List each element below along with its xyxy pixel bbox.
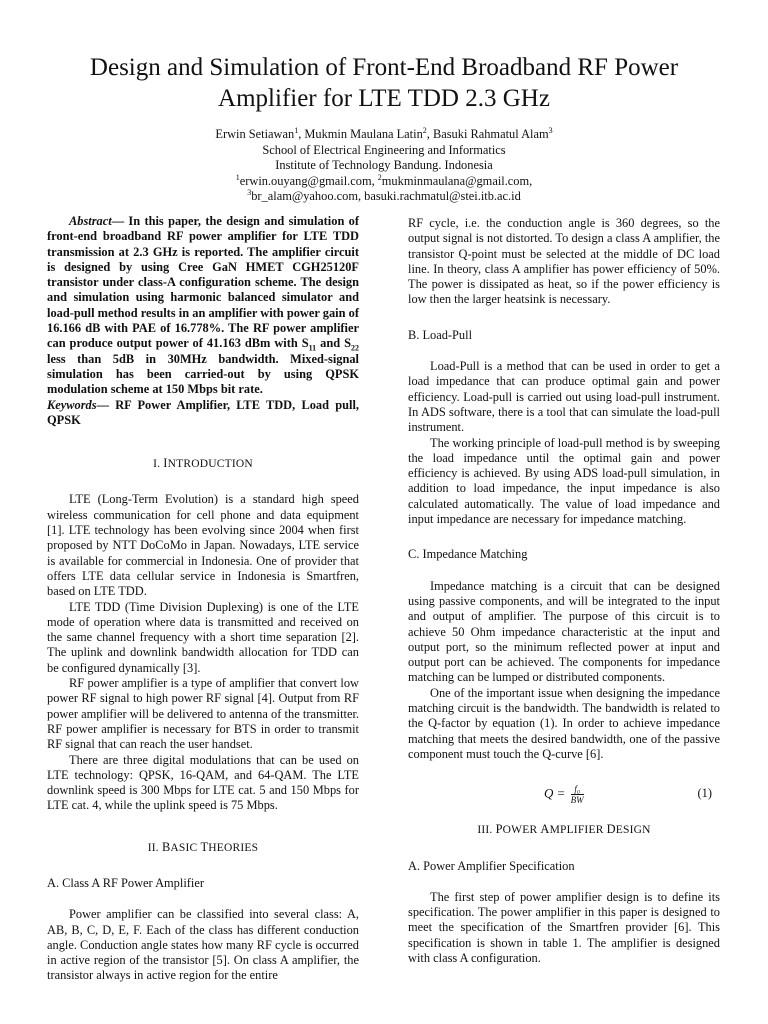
keywords: Keywords— RF Power Amplifier, LTE TDD, Load pull, QPSK (47, 397, 359, 427)
paragraph: LTE TDD (Time Division Duplexing) is one of the LTE mode of operation where data is transmitted and received on the same channel frequency with a short time separation [2]. The uplink and downlink bandwidth allocation for TDD can be configured dynamically [3]. (47, 599, 359, 675)
equation-fraction: $\frac{\text{f₀}}{BW}$ (570, 784, 584, 806)
affiliation-school: School of Electrical Engineering and Informatics (262, 142, 506, 157)
author-emails-2: $^3$br_alam@yahoo.com, basuki.rachmatul@stei.itb.ac.id (247, 187, 521, 203)
paragraph: One of the important issue when designing the impedance matching circuit is the bandwidth. The bandwidth is related to the Q-factor by equation (1). In order to achieve impedance matching that meets the desired bandwidth, one of the passive component must touch the Q-curve [6]. (408, 685, 720, 761)
subsection-heading: C. Impedance Matching (408, 547, 528, 562)
abstract: Abstract— In this paper, the design and simulation of front-end broadband RF power amplifier for LTE TDD transmission at 2.3 GHz is reported. The amplifier circuit is designed by using Cree GaN HMET CGH25120F transistor under class-A configuration scheme. The design and simulation using harmonic balanced simulator and load-pull method results in an amplifier with power gain of 16.166 dB with PAE of 16.778%. The RF power amplifier can produce output power of 41.163 dBm with $S_{11}$ and $S_{22}$ less than 5dB in 30MHz bandwidth. Mixed-signal simulation has been carried-out by using QPSK modulation scheme at 150 Mbps bit rate. (47, 214, 359, 397)
author-emails-1: $^1$erwin.ouyang@gmail.com, $^2$mukminmaulana@gmail.com, (235, 172, 533, 188)
paragraph: There are three digital modulations that can be used on LTE technology: QPSK, 16-QAM, and 64-QAM. The LTE downlink speed is 300 Mbps for LTE cat. 5 and 150 Mbps for LTE cat. 4, while the uplink speed is 75 Mbps. (47, 752, 359, 813)
title-line-2: Amplifier for LTE TDD 2.3 GHz (218, 85, 550, 112)
paragraph: The working principle of load-pull method is by sweeping the load impedance until the optimal gain and power efficiency is achieved. By using ADS load-pull simulation, in addition to load impedance, the input impedance is also calculated automatically. The value of load impedance and input impedance are necessary for impedance matching. (408, 435, 720, 527)
title-line-1: Design and Simulation of Front-End Broadband RF Power (89, 54, 679, 81)
equation-1 (408, 778, 720, 814)
subsection-heading: A. Class A RF Power Amplifier (47, 875, 204, 890)
paper-title (40, 52, 728, 114)
subsection-heading: B. Load-Pull (408, 327, 473, 342)
author-block (40, 127, 728, 205)
paragraph: RF power amplifier is a type of amplifier that convert low power RF signal to high power RF signal [4]. Output from RF power amplifier will be delivered to antenna of the transmitter. RF power amplifier is necessary for BTS in order to transmit RF signal that can reach the user handset. (47, 676, 359, 752)
author-names: Erwin Setiawan$^1$, Mukmin Maulana Latin$^2$, Basuki Rahmatul Alam$^3$ (215, 125, 553, 141)
section-heading-introduction: I. INTRODUCTION (153, 456, 253, 471)
equation-formula: Q = $\frac{\text{f₀}}{BW}$ (544, 784, 584, 806)
paragraph: Power amplifier can be classified into several class: A, AB, B, C, D, E, F. Each of the class has different conduction angle. Conduction angle states how many RF cycle is occurred in active region of the transistor [5]. On class A amplifier, the transistor always in active region for the entire (47, 907, 359, 983)
equation-number: (1) (697, 786, 712, 801)
paragraph: LTE (Long-Term Evolution) is a standard high speed wireless communication for cell phone and data equipment [1]. LTE technology has been evolving since 2004 when first proposed by NTT DoCoMo in Japan. Nowadays, LTE service is available for commercial in Indonesia. One of provider that offers LTE data cellular service in Indonesia is Smartfren, based on LTE TDD. (47, 492, 359, 599)
affiliation-institute: Institute of Technology Bandung. Indonesia (275, 158, 493, 172)
paragraph: Impedance matching is a circuit that can be designed using passive components, and will be integrated to the input and output of amplifier. The purpose of this circuit is to achieve 50 Ohm impedance characteristic at the input and output port, so the minimum reflected power at input and output port can be achieved. The components for impedance matching can be lumped or distributed components. (408, 578, 720, 685)
section-heading-pa-design: III. POWER AMPLIFIER DESIGN (477, 822, 651, 837)
subsection-heading: A. Power Amplifier Specification (408, 858, 575, 873)
paragraph: The first step of power amplifier design is to define its specification. The power amplifier in this paper is designed to meet the specification of the Smartfren provider [6]. This specification is shown in table 1. The amplifier is designed with class A configuration. (408, 889, 720, 965)
paragraph: Load-Pull is a method that can be used in order to get a load impedance that can produce optimal gain and power efficiency. Load-pull is carried out using load-pull instrument. In ADS software, there is a tool that can simulate the load-pull instrument. (408, 359, 720, 435)
section-heading-basic-theories: II. BASIC THEORIES (147, 839, 259, 854)
left-column (47, 214, 359, 984)
paragraph: RF cycle, i.e. the conduction angle is 360 degrees, so the output signal is not distorted. To design a class A amplifier, the transistor Q-point must be selected at the middle of DC load line. In theory, class A amplifier has power efficiency of 50%. The power is dissipated as heat, so if the power efficiency is low then the larger heatsink is necessary. (408, 216, 720, 307)
right-column (408, 216, 720, 966)
